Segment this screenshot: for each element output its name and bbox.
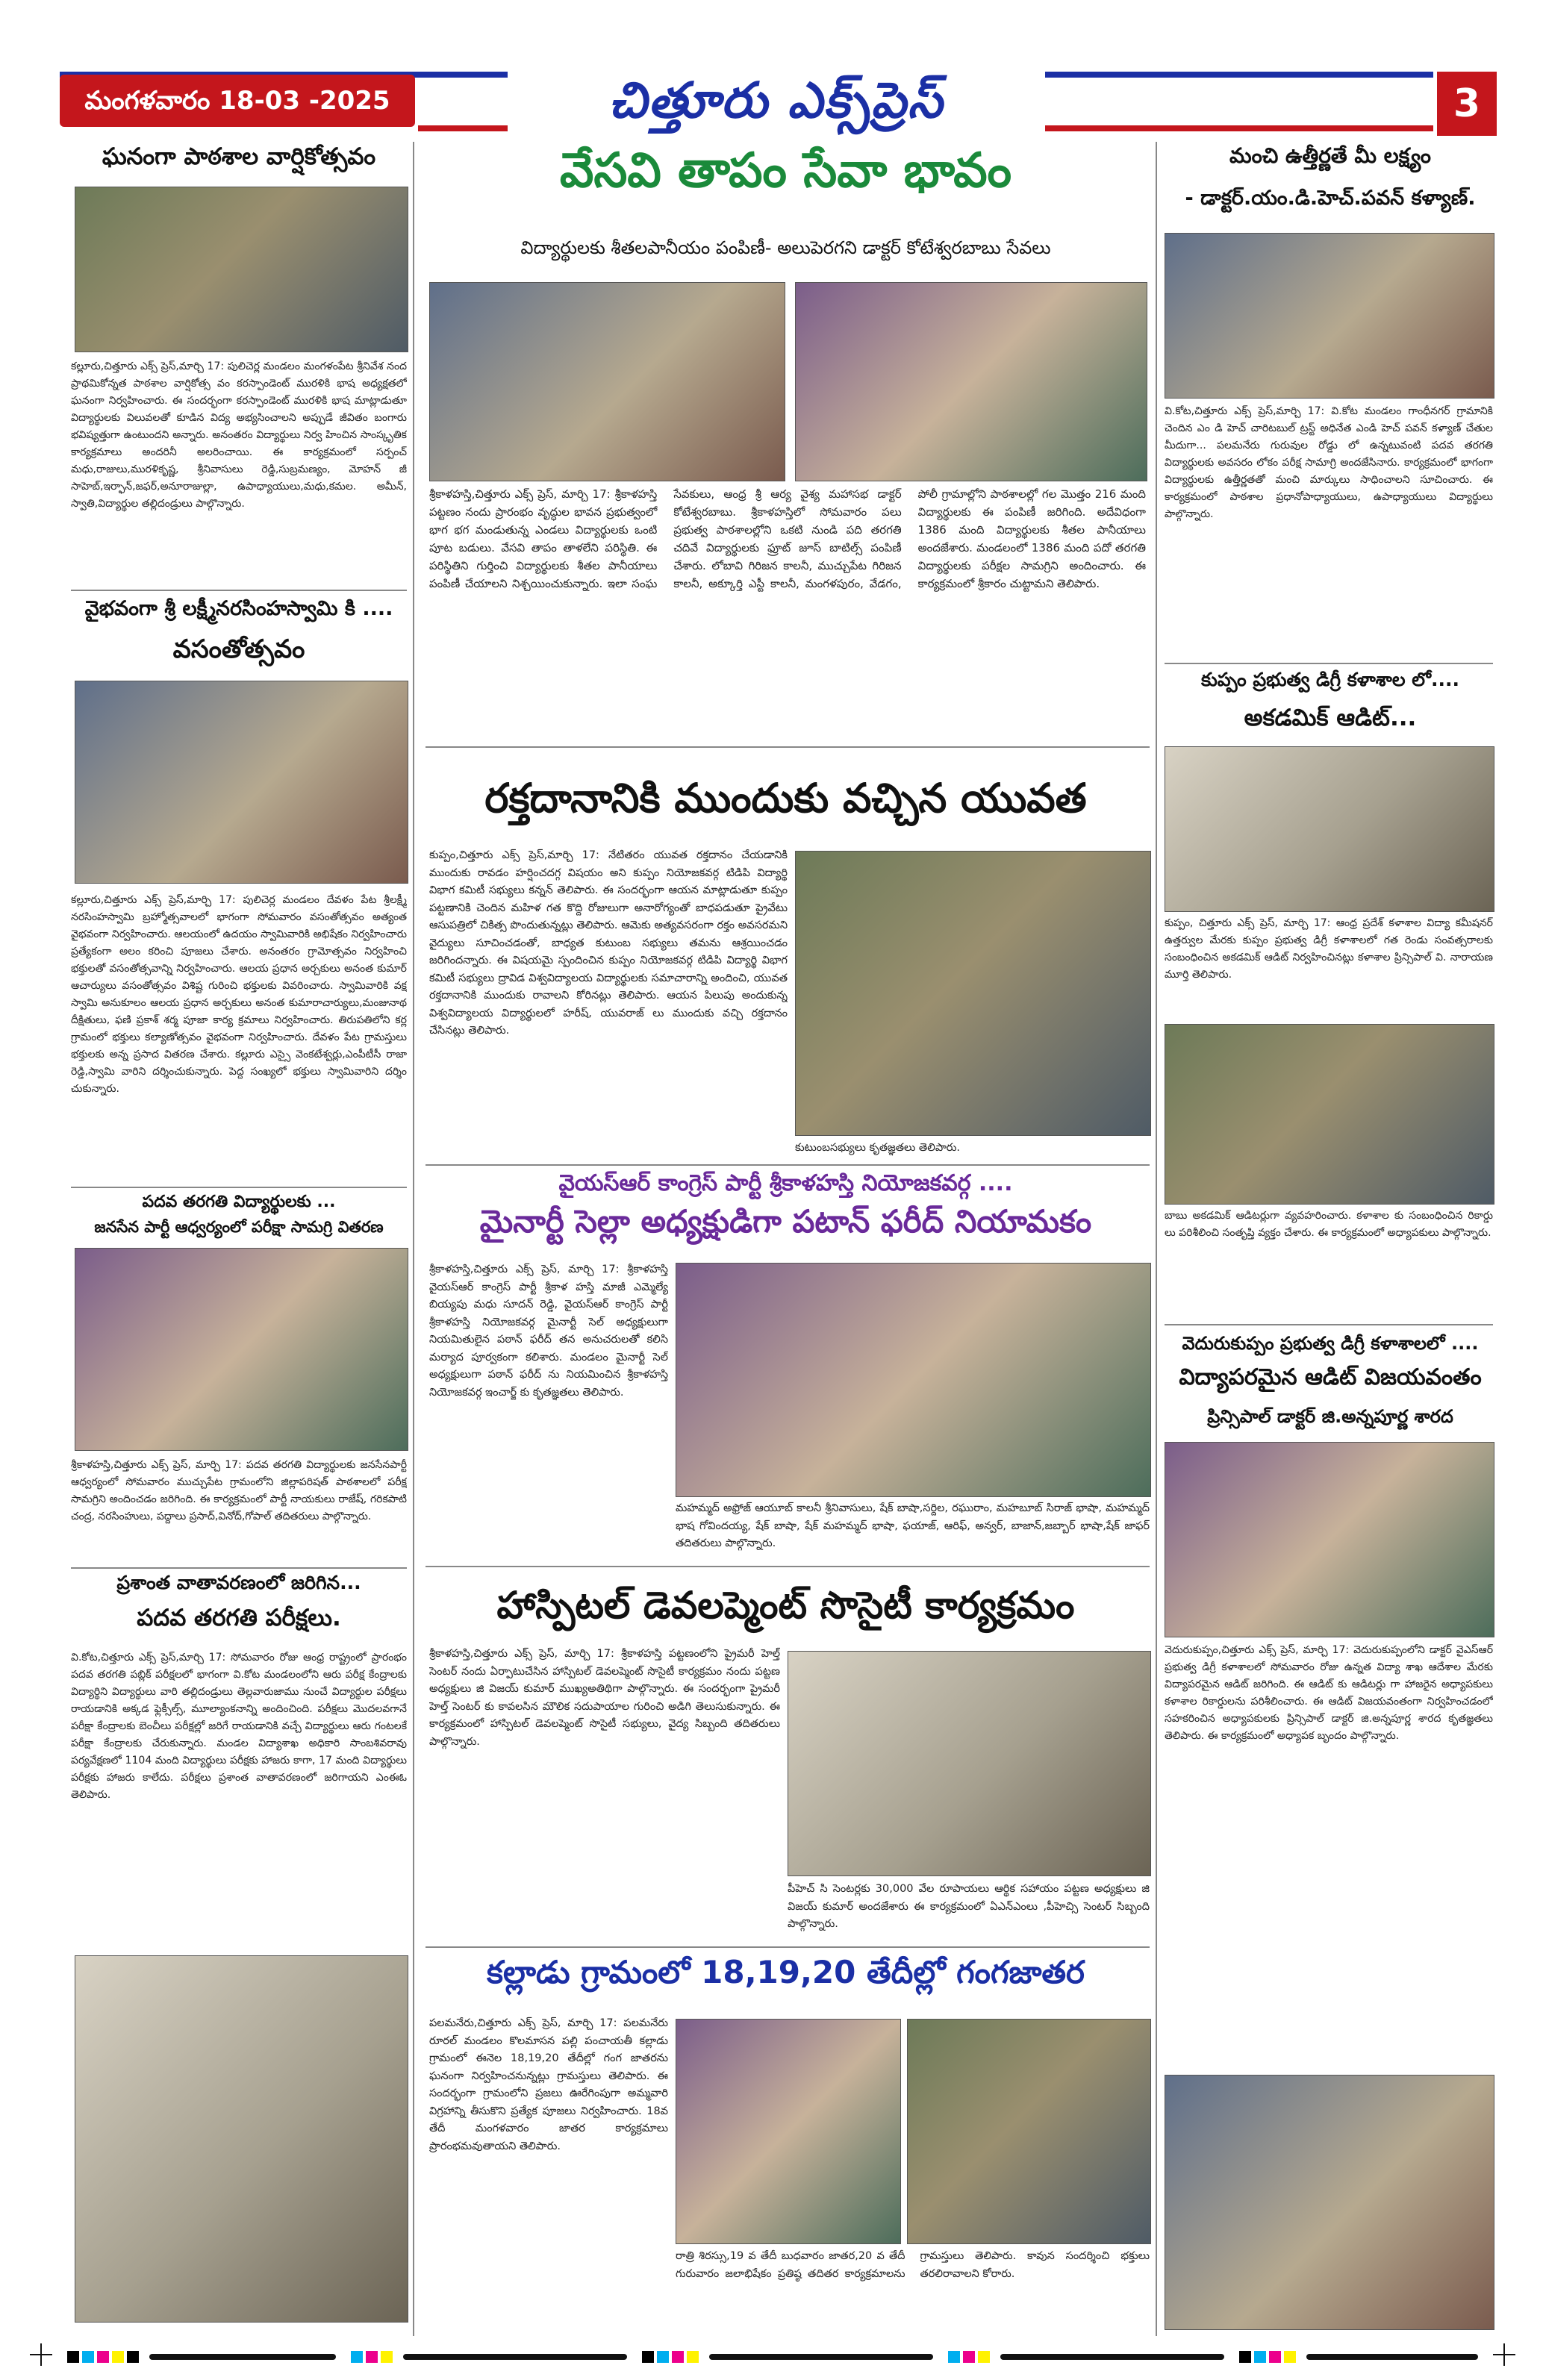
left-story3-body: శ్రీకాళహస్తి,చిత్తూరు ఎక్స్ ప్రెస్, మార్చి 17: పదవ తరగతి విద్యార్థులకు జనసేనపార్టీ ఆధ్వర్యంలో సోమవారం ముచ్చుపేట గ్రామంలోని జిల్లాపరిషత్ పాఠశాలలో పరీక్ష సామగ్రిని అందించడం జరిగింది. ఈ కార్యక్రమంలో పార్టీ నాయకులు రాజేష్, గరికపాటి చంద్ర, నరసింహులు, పద్దాలు ప్రసాద్,వినోద్,గోపాల్ తదితరులు పాల్గొన్నారు. — [71, 1459, 407, 1522]
right-story2-photo-2 — [1165, 1024, 1494, 1205]
center-divider-4 — [426, 1946, 1150, 1948]
story3-body: శ్రీకాళహస్తి,చిత్తూరు ఎక్స్ ప్రెస్, మార్చి 17: శ్రీకాళహస్తి వైయస్ఆర్ కాంగ్రెస్ పార్టీ శ్రీకాళ హస్తి మాజీ ఎమ్మెల్యే బియ్యపు మధు సూదన్ రెడ్డి, వైయస్ఆర్ కాంగ్రెస్ పార్టీ శ్రీకాళహస్తి నియోజకవర్గ మైనార్టీ సెల్ అధ్యక్షులుగా నియమితులైన పఠాన్ ఫరీద్ తన అనుచరులతో కలిసి మర్యాద పూర్వకంగా కలిశారు. మండలం మైనార్టీ సెల్ అధ్యక్షులుగా పఠాన్ ఫరీద్ ను నియమించిన శ్రీకాళహస్తి నియోజకవర్గ ఇంచార్జ్ కు కృతజ్ఞతలు తెలిపారు. — [429, 1264, 668, 1399]
center-divider-3 — [426, 1566, 1150, 1567]
left-story2-title-line2: వసంతోత్సవం — [172, 634, 305, 664]
story3-photo — [676, 1263, 1151, 1497]
story3-kicker: వైయస్ఆర్ కాంగ్రెస్ పార్టీ శ్రీకాళహస్తి నియోజకవర్గ .... — [558, 1170, 1013, 1196]
page-number: 3 — [1437, 72, 1497, 136]
left-divider-2 — [71, 1187, 407, 1188]
story3-headline: మైనార్టీ సెల్లా అధ్యక్షుడిగా పటాన్ ఫరీద్ నియామకం — [479, 1203, 1092, 1240]
story2-body: కుప్పం,చిత్తూరు ఎక్స్ ప్రెస్,మార్చి 17: నేటితరం యువత రక్తదానం చేయడానికి ముందుకు రావడం హర్షించదగ్గ విషయం అని కుప్పం నియోజకవర్గ టిడిపి విద్యార్థి విభాగ కమిటీ సభ్యులు కన్నన్ తెలిపారు. ఈ సందర్భంగా ఆయన మాట్లాడుతూ కుప్పం పట్టణానికి చెందిన మహిళ గత కొద్ది రోజులుగా అనారోగ్యంతో బాధపడుతూ ప్రైవేటు ఆసుపత్రిలో చికిత్స పొందుతున్నట్లు తెలిపారు. ఆమెకు అత్యవసరంగా రక్తం అవసరమని వైద్యులు సూచించడంతో, బాధ్యత కుటుంబ సభ్యులు తమను ఆశ్రయించడం జరిగిందన్నారు. ఈ విషయమై స్పందించిన కుప్పం నియోజకవర్గ టిడిపి విద్యార్థి విభాగ కమిటీ సభ్యులు ద్రావిడ విశ్వవిద్యాలయ విద్యార్థులకు సమాచారాన్ని అందించి, యువత రక్తదానానికి ముందుకు రావాలని కోరినట్లు తెలిపారు. ఆయన పిలుపు అందుకున్న విశ్వవిద్యాలయ విద్యార్థులలో హరీష్, యువరాజ్ లు ముందుకు వచ్చి రక్తదానం చేసినట్లు తెలిపారు. — [429, 849, 788, 1037]
issue-date: మంగళవారం 18-03 -2025 — [60, 75, 415, 127]
left-story4-photo — [75, 1955, 408, 2323]
right-story2-caption: బాబు అకడమిక్ ఆడిటర్లుగా వ్యవహరించారు. కళాశాల కు సంబంధించిన రికార్డు లు పరిశీలించి సంతృప్తి వ్యక్తం చేశారు. ఈ కార్యక్రమంలో అధ్యాపకులు పాల్గొన్నారు. — [1165, 1210, 1493, 1239]
story5-photo-1 — [676, 2019, 901, 2244]
story5-photo-2 — [907, 2019, 1151, 2244]
right-story3-photo-1 — [1165, 1442, 1494, 1637]
right-story2-title-line2: అకడమిక్ ఆడిట్... — [1244, 705, 1417, 731]
story5-body: పలమనేరు,చిత్తూరు ఎక్స్ ప్రెస్, మార్చి 17: పలమనేరు రూరల్ మండలం కొలమాసన పల్లి పంచాయతీ కల్లాడు గ్రామంలో ఈనెల 18,19,20 తేదీల్లో గంగ జాతరను ఘనంగా నిర్వహించనున్నట్లు గ్రామస్తులు తెలిపారు. ఈ సందర్భంగా గ్రామంలోని ప్రజలు ఊరేగింపుగా అమ్మవారి విగ్రహాన్ని తీసుకొని ప్రత్యేక పూజలు నిర్వహించారు. 18వ తేదీ మంగళవారం జాతర కార్యక్రమాలు ప్రారంభమవుతాయని తెలిపారు. — [429, 2017, 668, 2152]
right-divider-1 — [1165, 663, 1493, 664]
right-story3-title-line3: ప్రిన్సిపాల్ డాక్టర్ జి.అన్నపూర్ణ శారద — [1207, 1406, 1453, 1427]
right-story3-photo-2 — [1165, 2075, 1494, 2330]
left-story3-title-line1: పదవ తరగతి విద్యార్థులకు ... — [142, 1193, 336, 1211]
column-rule-right — [1156, 142, 1157, 2336]
left-story3-photo — [75, 1248, 408, 1451]
center-divider-1 — [426, 746, 1150, 748]
right-story2-photo-1 — [1165, 746, 1494, 912]
story3-caption: మహమ్మద్ అఫ్రోజ్ ఆయూబ్ కాలనీ శ్రీనివాసులు, షేక్ బాషా,సర్దిల, రఘురాం, మహబూబ్ సిరాజ్ భాషా, మహమ్మద్ భాష గోవిందయ్య, షేక్ బాషా, షేక్ మహమ్మద్ భాషా, ఫయాజ్, ఆరిఫ్, అన్వర్, బాజాన్,జబ్బార్ భాషా,షేక్ జాఫర్ తదితరులు పాల్గొన్నారు. — [676, 1502, 1150, 1549]
right-divider-2 — [1165, 1324, 1493, 1325]
header-stripe-right-red — [1045, 125, 1433, 131]
left-divider-3 — [71, 1567, 407, 1569]
left-story3-title-line2: జనసేన పార్టీ ఆధ్వర్యంలో పరీక్షా సామగ్రి వితరణ — [94, 1218, 384, 1236]
left-story2-title-line1: వైభవంగా శ్రీ లక్ష్మీనరసింహస్వామి కి .... — [84, 597, 393, 620]
left-story1-body: కల్లూరు,చిత్తూరు ఎక్స్ ప్రెస్,మార్చి 17: పులిచెర్ల మండలం మంగళంపేట శ్రీనివేశ నంద ప్రాథమికోన్నత పాఠశాల వార్షికోత్స వం కరస్పాండెంట్ మురళికి భాష అధ్యక్షతలో ఘనంగా నిర్వహించారు. ఈ సందర్భంగా కరస్పాండెంట్ మురళికి భాష మాట్లాడుతూ విద్యార్థులకు విలువలతో కూడిన విద్య అభ్యసించాలని అప్పుడే జీవితం బంగారు భవిష్యత్తుగా ఉంటుందని అన్నారు. అనంతరం విద్యార్థులు నిర్వ హించిన సాంస్కృతిక కార్యక్రమాలు అందరినీ అలరించాయి. ఈ కార్యక్రమంలో సర్పంచ్ మధు,రాజులు,మురళికృష్ణ, శ్రీనివాసులు రెడ్డి,సుబ్రమణ్యం, మోహన్ జీ సాహెబ్,ఇర్ఫాన్,జఫర్,అనూరాజుల్లా, ఉపాధ్యాయులు,మధు,కమల. అమీన్, స్వాతి,విద్యార్థుల తల్లిదండ్రులు పాల్గొన్నారు. — [71, 360, 407, 510]
right-story3-title-line1: వెదురుకుప్పం ప్రభుత్వ డిగ్రీ కళాశాలలో .... — [1182, 1333, 1479, 1354]
right-story1-body: వి.కోట,చిత్తూరు ఎక్స్ ప్రెస్,మార్చి 17: వి.కోట మండలం గాంధీనగర్ గ్రామానికి చెందిన ఎం డి హెచ్ చారిటబుల్ ట్రస్ట్ అధినేత ఎండి హెచ్ పవన్ కళ్యాణ్ చేతుల మీదుగా... పలమనేరు గురువుల రోడ్డు లో ఉన్నటువంటి పదవ తరగతి విద్యార్థులకు అవసరం లోకం పరీక్ష సామాగ్రి అందజేసినారు. కార్యక్రమంలో భాగంగా విద్యార్థులకు ఉత్తీర్ణతతో మంచి మార్కులు సాధించాలని సూచించారు. ఈ కార్యక్రమంలో పాఠశాల ప్రధానోపాధ్యాయులు, ఉపాధ్యాయులు విద్యార్థులు పాల్గొన్నారు. — [1165, 405, 1493, 520]
lead-photo-1 — [429, 282, 785, 481]
center-divider-2 — [426, 1164, 1150, 1166]
story2-photo — [795, 851, 1151, 1136]
header-stripe-right — [1045, 72, 1433, 78]
right-story1-photo — [1165, 233, 1494, 399]
story4-headline: హాస్పిటల్ డెవలప్మెంట్ సొసైటీ కార్యక్రమం — [496, 1584, 1075, 1627]
registration-mark-left — [30, 2343, 52, 2366]
left-divider-1 — [71, 590, 407, 591]
header-stripe-left-red — [418, 125, 508, 131]
story4-body: శ్రీకాళహస్తి,చిత్తూరు ఎక్స్ ప్రెస్, మార్చి 17: శ్రీకాళహస్తి పట్టణంలోని ప్రైమరీ హెల్త్ సెంటర్ నందు ఏర్పాటుచేసిన హాస్పిటల్ డెవలప్మెంట్ సొసైటీ కార్యక్రమం నందు పట్టణ అధ్యక్షులు జి విజయ్ కుమార్ ముఖ్యఅతిథిగా పాల్గొన్నారు. ఈ సందర్భంగా ప్రైమరీ హెల్త్ సెంటర్ కు కావలసిన మౌలిక సదుపాయాల గురించి అడిగి తెలుసుకున్నారు. ఈ కార్యక్రమంలో హాస్పిటల్ డెవలప్మెంట్ సొసైటీ సభ్యులు, వైద్య సిబ్బంది తదితరులు పాల్గొన్నారు. — [429, 1648, 780, 1748]
color-calibration-bar — [67, 2351, 1486, 2363]
story5-caption: రాత్రి శిరస్సు,19 వ తేదీ బుధవారం జాతర,20 వ తేదీ గురువారం జలాభిషేకం ప్రతిష్ఠ తదితర కార్యక్రమాలను గ్రామస్తులు తెలిపారు. కావున సందర్శించి భక్తులు తరలిరావాలని కోరారు. — [676, 2250, 1150, 2280]
right-story2-body: కుప్పం, చిత్తూరు ఎక్స్ ప్రెస్, మార్చి 17: ఆంధ్ర ప్రదేశ్ కళాశాల విద్యా కమీషనర్ ఉత్తర్వుల మేరకు కుప్పం ప్రభుత్వ డిగ్రీ కళాశాలలో గత రెండు సంవత్సరాలకు సంబంధించిన అకడమిక్ ఆడిట్ నిర్వహించినట్లు కళాశాల ప్రిన్సిపాల్ వి. నారాయణ మూర్తి తెలిపారు. — [1165, 917, 1493, 981]
left-story4-title-line2: పదవ తరగతి పరీక్షలు. — [137, 1605, 341, 1631]
column-rule-left — [413, 142, 414, 2336]
masthead-title: చిత్తూరు ఎక్స్‌ప్రెస్ — [608, 72, 944, 129]
right-story2-title-line1: కుప్పం ప్రభుత్వ డిగ్రీ కళాశాల లో.... — [1201, 669, 1459, 690]
right-story1-title-line2: - డాక్టర్.యం.డి.హెచ్.పవన్ కళ్యాణ్. — [1185, 187, 1476, 210]
lead-headline: వేసవి తాపం సేవా భావం — [559, 143, 1012, 199]
story4-photo — [788, 1651, 1151, 1876]
left-story2-body: కల్లూరు,చిత్తూరు ఎక్స్ ప్రెస్,మార్చి 17: పులిచెర్ల మండలం దేవళం పేట శ్రీలక్ష్మీ నరసింహస్వామి బ్రహ్మోత్సవాలలో భాగంగా సోమవారం వసంతోత్సవం అత్యంత వైభవంగా నిర్వహించారు. ఆలయంలో ఉదయం స్వామివారికి అభిషేకం నిర్వహించారు ప్రత్యేకంగా అలం కరించి పూజలు చేశారు. అనంతరం గ్రామోత్సవం నిర్వహించి భక్తులతో వసంతోత్సవాన్ని నిర్వహించారు. ఆలయ ప్రధాన అర్చకులు అనంత కుమార్ ఆచార్యులు వసంతోత్సవం విశిష్ట గురించి భక్తులకు వివరించారు. స్వామివారికి వక్ష స్వామి అనుకూలం ఆలయ ప్రధాన అర్చకులు అనంత కుమారాచార్యులు,మంజునాథ దీక్షితులు, ఫణి ప్రకాశ్ శర్మ పూజా కార్య క్రమాలు నిర్వహించారు. తిరుపతిలోని కర్ల గ్రామంలో భక్తులు కల్యాణోత్సవం వైభవంగా నిర్వహించారు. దేవళం పేట గ్రామస్తులు భక్తులకు అన్న ప్రసాద వితరణ చేశారు. కల్లూరు ఎస్సై వెంకటేశ్వర్లు,ఎంపీటీసీ రాజా రెడ్డి,స్వామి వారిని దర్శించుకున్నారు. పెద్ద సంఖ్యలో భక్తులు స్వామివారిని దర్శిం చుకున్నారు. — [71, 894, 407, 1095]
lead-body: శ్రీకాళహస్తి,చిత్తూరు ఎక్స్ ప్రెస్, మార్చి 17: శ్రీకాళహస్తి పట్టణం నందు ప్రారంభం వృద్ధుల భావన ప్రభుత్వంలో భాగ భగ మండుతున్న ఎండలు విద్యార్థులకు ఒంటి పూట బడులు. వేసవి తాపం తాళలేని పరిస్థితి. ఈ పరిస్థితిని గుర్తించి విద్యార్థులకు శీతల పానీయాలు పంపిణీ చేయాలని నిశ్చయించుకున్నారు. ఇలా సంఘ సేవకులు, ఆంధ్ర శ్రీ ఆర్య వైశ్య మహాసభ డాక్టర్ కోటేశ్వరబాబు. శ్రీకాళహస్తిలో సోమవారం పలు ప్రభుత్వ పాఠశాలల్లోని ఒకటి నుండి పది తరగతి చదివే విద్యార్థులకు ఫ్రూట్ జూస్ బాటిల్స్ పంపిణీ చేశారు. లోబావి గిరిజన కాలనీ, ముచ్చుపేట గిరిజన కాలనీ, అక్కూర్తి ఎస్టీ కాలనీ, మంగళపురం, వేడగం, పోలీ గ్రామాల్లోని పాఠశాలల్లో గల మొత్తం 216 మంది విద్యార్థులకు ఈ పంపిణీ జరిగింది. అదేవిధంగా 1386 మంది విద్యార్థులకు శీతల పానీయాలు అందజేశారు. మండలంలో 1386 మంది పదో తరగతి విద్యార్థులకు పరీక్షల సామగ్రిని అందించారు. ఈ కార్యక్రమంలో శ్రీకారం చుట్టామని తెలిపారు. — [429, 487, 1146, 590]
lead-photo-2 — [795, 282, 1147, 481]
story5-headline: కల్లాడు గ్రామంలో 18,19,20 తేదీల్లో గంగజాతర — [487, 1954, 1085, 1990]
left-story1-photo — [75, 187, 408, 352]
story2-caption: కుటుంబసభ్యులు కృతజ్ఞతలు తెలిపారు. — [795, 1142, 961, 1154]
left-story1-title: ఘనంగా పాఠశాల వార్షికోత్సవం — [102, 143, 376, 170]
registration-mark-right — [1493, 2343, 1515, 2366]
story2-headline: రక్తదానానికి ముందుకు వచ్చిన యువత — [484, 775, 1087, 822]
left-story2-photo — [75, 681, 408, 884]
right-story3-body: వెదురుకుప్పం,చిత్తూరు ఎక్స్ ప్రెస్, మార్చి 17: వెదురుకుప్పంలోని డాక్టర్ వైఎస్ఆర్ ప్రభుత్వ డిగ్రీ కళాశాలలో సోమవారం రోజు ఉన్నత విద్యా శాఖ ఆదేశాల మేరకు విద్యాపరమైన ఆడిట్ జరిగింది. ఈ ఆడిట్ కు ఆడిటర్లు గా హాజరైన అధ్యాపకులు కళాశాల రికార్డులను పరిశీలించారు. ఈ ఆడిట్ విజయవంతంగా నిర్వహించడంలో సహకరించిన అధ్యాపకులకు ప్రిన్సిపాల్ డాక్టర్ జి.అన్నపూర్ణ శారద కృతజ్ఞతలు తెలిపారు. ఈ కార్యక్రమంలో అధ్యాపక బృందం పాల్గొన్నారు. — [1165, 1644, 1493, 1742]
left-story4-body: వి.కోట,చిత్తూరు ఎక్స్ ప్రెస్,మార్చి 17: సోమవారం రోజు ఆంధ్ర రాష్ట్రంలో ప్రారంభం పదవ తరగతి పబ్లిక్ పరీక్షలలో భాగంగా వి.కోట మండలంలోని ఆరు పరీక్ష కేంద్రాలకు విద్యార్థిని విద్యార్థులు వారి తల్లిదండ్రులు తెల్లవారుజాము నుంచే విద్యార్థుల పరీక్షలు రాయడానికి అక్కడ ఫ్లెక్సీల్స్, మూల్యాంకనాన్ని అందించింది. పరీక్షలు మొదలవగానే పరీక్షా కేంద్రాలకు బెంచీలు పరీక్షల్లో జరిగే రాయడానికి వచ్చే విద్యార్థులు ఆరు గంటలకే పరీక్షా కేంద్రాలకు చేరుకున్నారు. మండల విద్యాశాఖ అధికారి సాంబశివరావు పర్యవేక్షణలో 1104 మంది విద్యార్థులు పరీక్షకు హాజరు కాగా, 17 మంది విద్యార్థులు పరీక్షకు హాజరు కాలేదు. పరీక్షలు ప్రశాంత వాతావరణంలో జరిగాయని ఎంఈఓ తెలిపారు. — [71, 1652, 407, 1801]
right-story1-title-line1: మంచి ఉత్తీర్ణతే మీ లక్ష్యం — [1229, 143, 1431, 168]
left-story4-title-line1: ప్రశాంత వాతావరణంలో జరిగిన... — [116, 1572, 361, 1593]
right-story3-title-line2: విద్యాపరమైన ఆడిట్ విజయవంతం — [1179, 1364, 1482, 1390]
story4-caption: పీహెచ్ సి సెంటర్లకు 30,000 వేల రూపాయలు ఆర్థిక సహాయం పట్టణ అధ్యక్షులు జి విజయ్ కుమార్ అందజేశారు ఈ కార్యక్రమంలో ఏఎన్ఎంలు ,పీహెచ్సి సెంటర్ సిబ్బంది పాల్గొన్నారు. — [788, 1883, 1150, 1930]
lead-subtitle: విద్యార్థులకు శీతలపానీయం పంపిణీ- అలుపెరగని డాక్టర్ కోటేశ్వరబాబు సేవలు — [520, 237, 1051, 258]
